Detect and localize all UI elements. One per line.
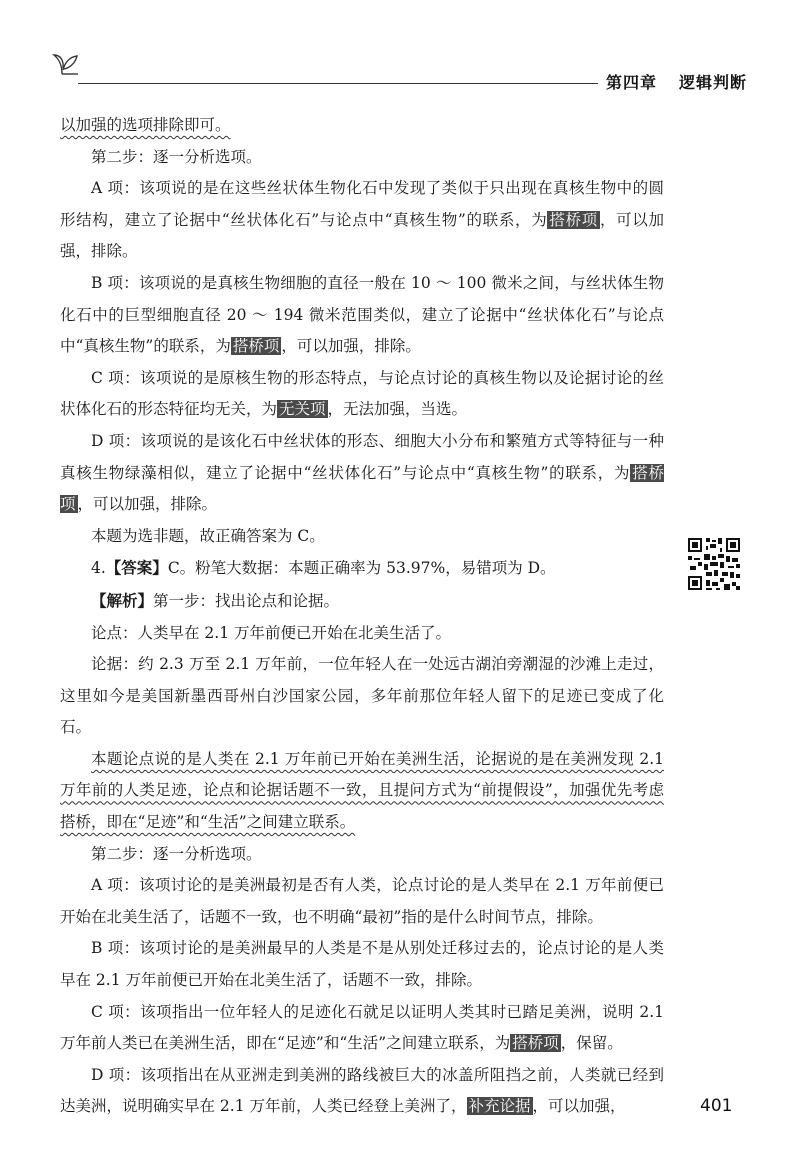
paragraph-option-d bbox=[60, 426, 664, 521]
paragraph-option-a: A 项：该项讨论的是美洲最初是否有人类，论点讨论的是人类早在 2.1 万年前便已开始在北美生活了，话题不一致，也不明确“最初”指的是什么时间节点，排除。 bbox=[60, 876, 664, 926]
answer-text: C。粉笔大数据：本题正确率为 53.97%，易错项为 D。 bbox=[167, 559, 556, 578]
text: 第一步：找出论点和论据。 bbox=[153, 591, 340, 610]
header-rule bbox=[78, 83, 598, 84]
text: C 项：该项指出一位年轻人的足迹化石就足以证明人类其时已踏足美洲，说明 2.1 万年前人类已在美洲生活，即在“足迹”和“生活”之间建立联系，为 bbox=[60, 1002, 664, 1053]
text: ，可以加强，排除。 bbox=[77, 495, 218, 514]
highlight-tag: 无关项 bbox=[279, 400, 326, 419]
highlight-tag: 搭桥项 bbox=[60, 463, 664, 514]
text: ，可以加强，排除。 bbox=[60, 210, 664, 261]
paragraph bbox=[60, 744, 664, 839]
answer-line: 本题为选非题，故正确答案为 C。 bbox=[91, 526, 325, 545]
leaf-icon bbox=[48, 50, 80, 76]
text: D 项：该项说的是该化石中丝状体的形态、细胞大小分布和繁殖方式等特征与一种真核生物绿藻相似，建立了论据中“丝状体化石”与论点中“真核生物”的联系，为 bbox=[60, 431, 664, 482]
text: A 项：该项说的是在这些丝状体生物化石中发现了类似于只出现在真核生物中的圆形结构，建立了论据中“丝状体化石”与论点中“真核生物”的联系，为 bbox=[60, 179, 664, 229]
question-answer bbox=[60, 552, 664, 585]
chapter-title: 逻辑判断 bbox=[679, 73, 748, 92]
paragraph bbox=[60, 110, 664, 142]
text: ，可以加强， bbox=[532, 1097, 626, 1116]
wavy-underlined-text: 以加强的选项排除即可。 bbox=[60, 116, 231, 134]
paragraph: 第二步：逐一分析选项。 bbox=[91, 147, 262, 166]
highlight-tag: 补充论据 bbox=[468, 1097, 531, 1116]
paragraph-option-a bbox=[60, 173, 664, 268]
answer-label: 【答案】 bbox=[105, 558, 168, 578]
text: ，可以加强，排除。 bbox=[281, 337, 421, 356]
text: ，无法加强，当选。 bbox=[327, 400, 468, 419]
text: D 项：该项指出在从亚洲走到美洲的路线被巨大的冰盖所阻挡之前，人类就已经到达美洲，说明确实早在 2.1 万年前，人类已经登上美洲了， bbox=[60, 1065, 664, 1116]
paragraph-option-b: B 项：该项讨论的是美洲最早的人类是不是从别处迁移过去的，论点讨论的是人类早在 2.1 万年前便已开始在北美生活了，话题不一致，排除。 bbox=[60, 939, 664, 990]
paragraph-option-c bbox=[60, 997, 664, 1060]
paragraph-option-b bbox=[60, 268, 664, 363]
highlight-tag: 搭桥项 bbox=[549, 210, 598, 229]
paragraph: 第二步：逐一分析选项。 bbox=[91, 844, 262, 863]
text: C 项：该项说的是原核生物的形态特点，与论点讨论的真核生物以及论据讨论的丝状体化石的形态特征均无关，为 bbox=[60, 368, 664, 419]
wavy-underlined-text: 本题论点说的是人类在 2.1 万年前已开始在美洲生活，论据说的是在美洲发现 2.1 万年前的人类足迹，论点和论据话题不一致，且提问方式为“前提假设”，加强优先考虑搭桥，即在“足迹”和“生活”之间建立联系。 bbox=[60, 749, 664, 832]
chapter-number: 第四章 bbox=[606, 73, 658, 92]
analysis-label: 【解析】 bbox=[91, 590, 154, 610]
page-header bbox=[0, 0, 800, 100]
argument-evidence: 论据：约 2.3 万至 2.1 万年前，一位年轻人在一处远古湖泊旁潮湿的沙滩上走过，这里如今是美国新墨西哥州白沙国家公园，多年前那位年轻人留下的足迹已变成了化石。 bbox=[60, 655, 664, 737]
highlight-tag: 搭桥项 bbox=[512, 1034, 559, 1053]
text: B 项：该项说的是真核生物细胞的直径一般在 10 ～ 100 微米之间，与丝状体生物化石中的巨型细胞直径 20 ～ 194 微米范围类似，建立了论据中“丝状体化石”与论点中“真核生物”的联系，为 bbox=[60, 273, 664, 356]
highlight-tag: 搭桥项 bbox=[232, 337, 280, 356]
text: ，保留。 bbox=[560, 1034, 623, 1053]
chapter-heading bbox=[606, 70, 747, 93]
paragraph-option-d bbox=[60, 1060, 664, 1123]
paragraph-option-c bbox=[60, 363, 664, 426]
page-body bbox=[60, 110, 664, 1123]
question-number: 4. bbox=[91, 559, 106, 578]
analysis-line bbox=[60, 585, 664, 618]
page-number: 401 bbox=[700, 1096, 733, 1116]
argument-point: 论点：人类早在 2.1 万年前便已开始在北美生活了。 bbox=[91, 623, 452, 642]
qr-code-icon[interactable] bbox=[686, 536, 742, 592]
